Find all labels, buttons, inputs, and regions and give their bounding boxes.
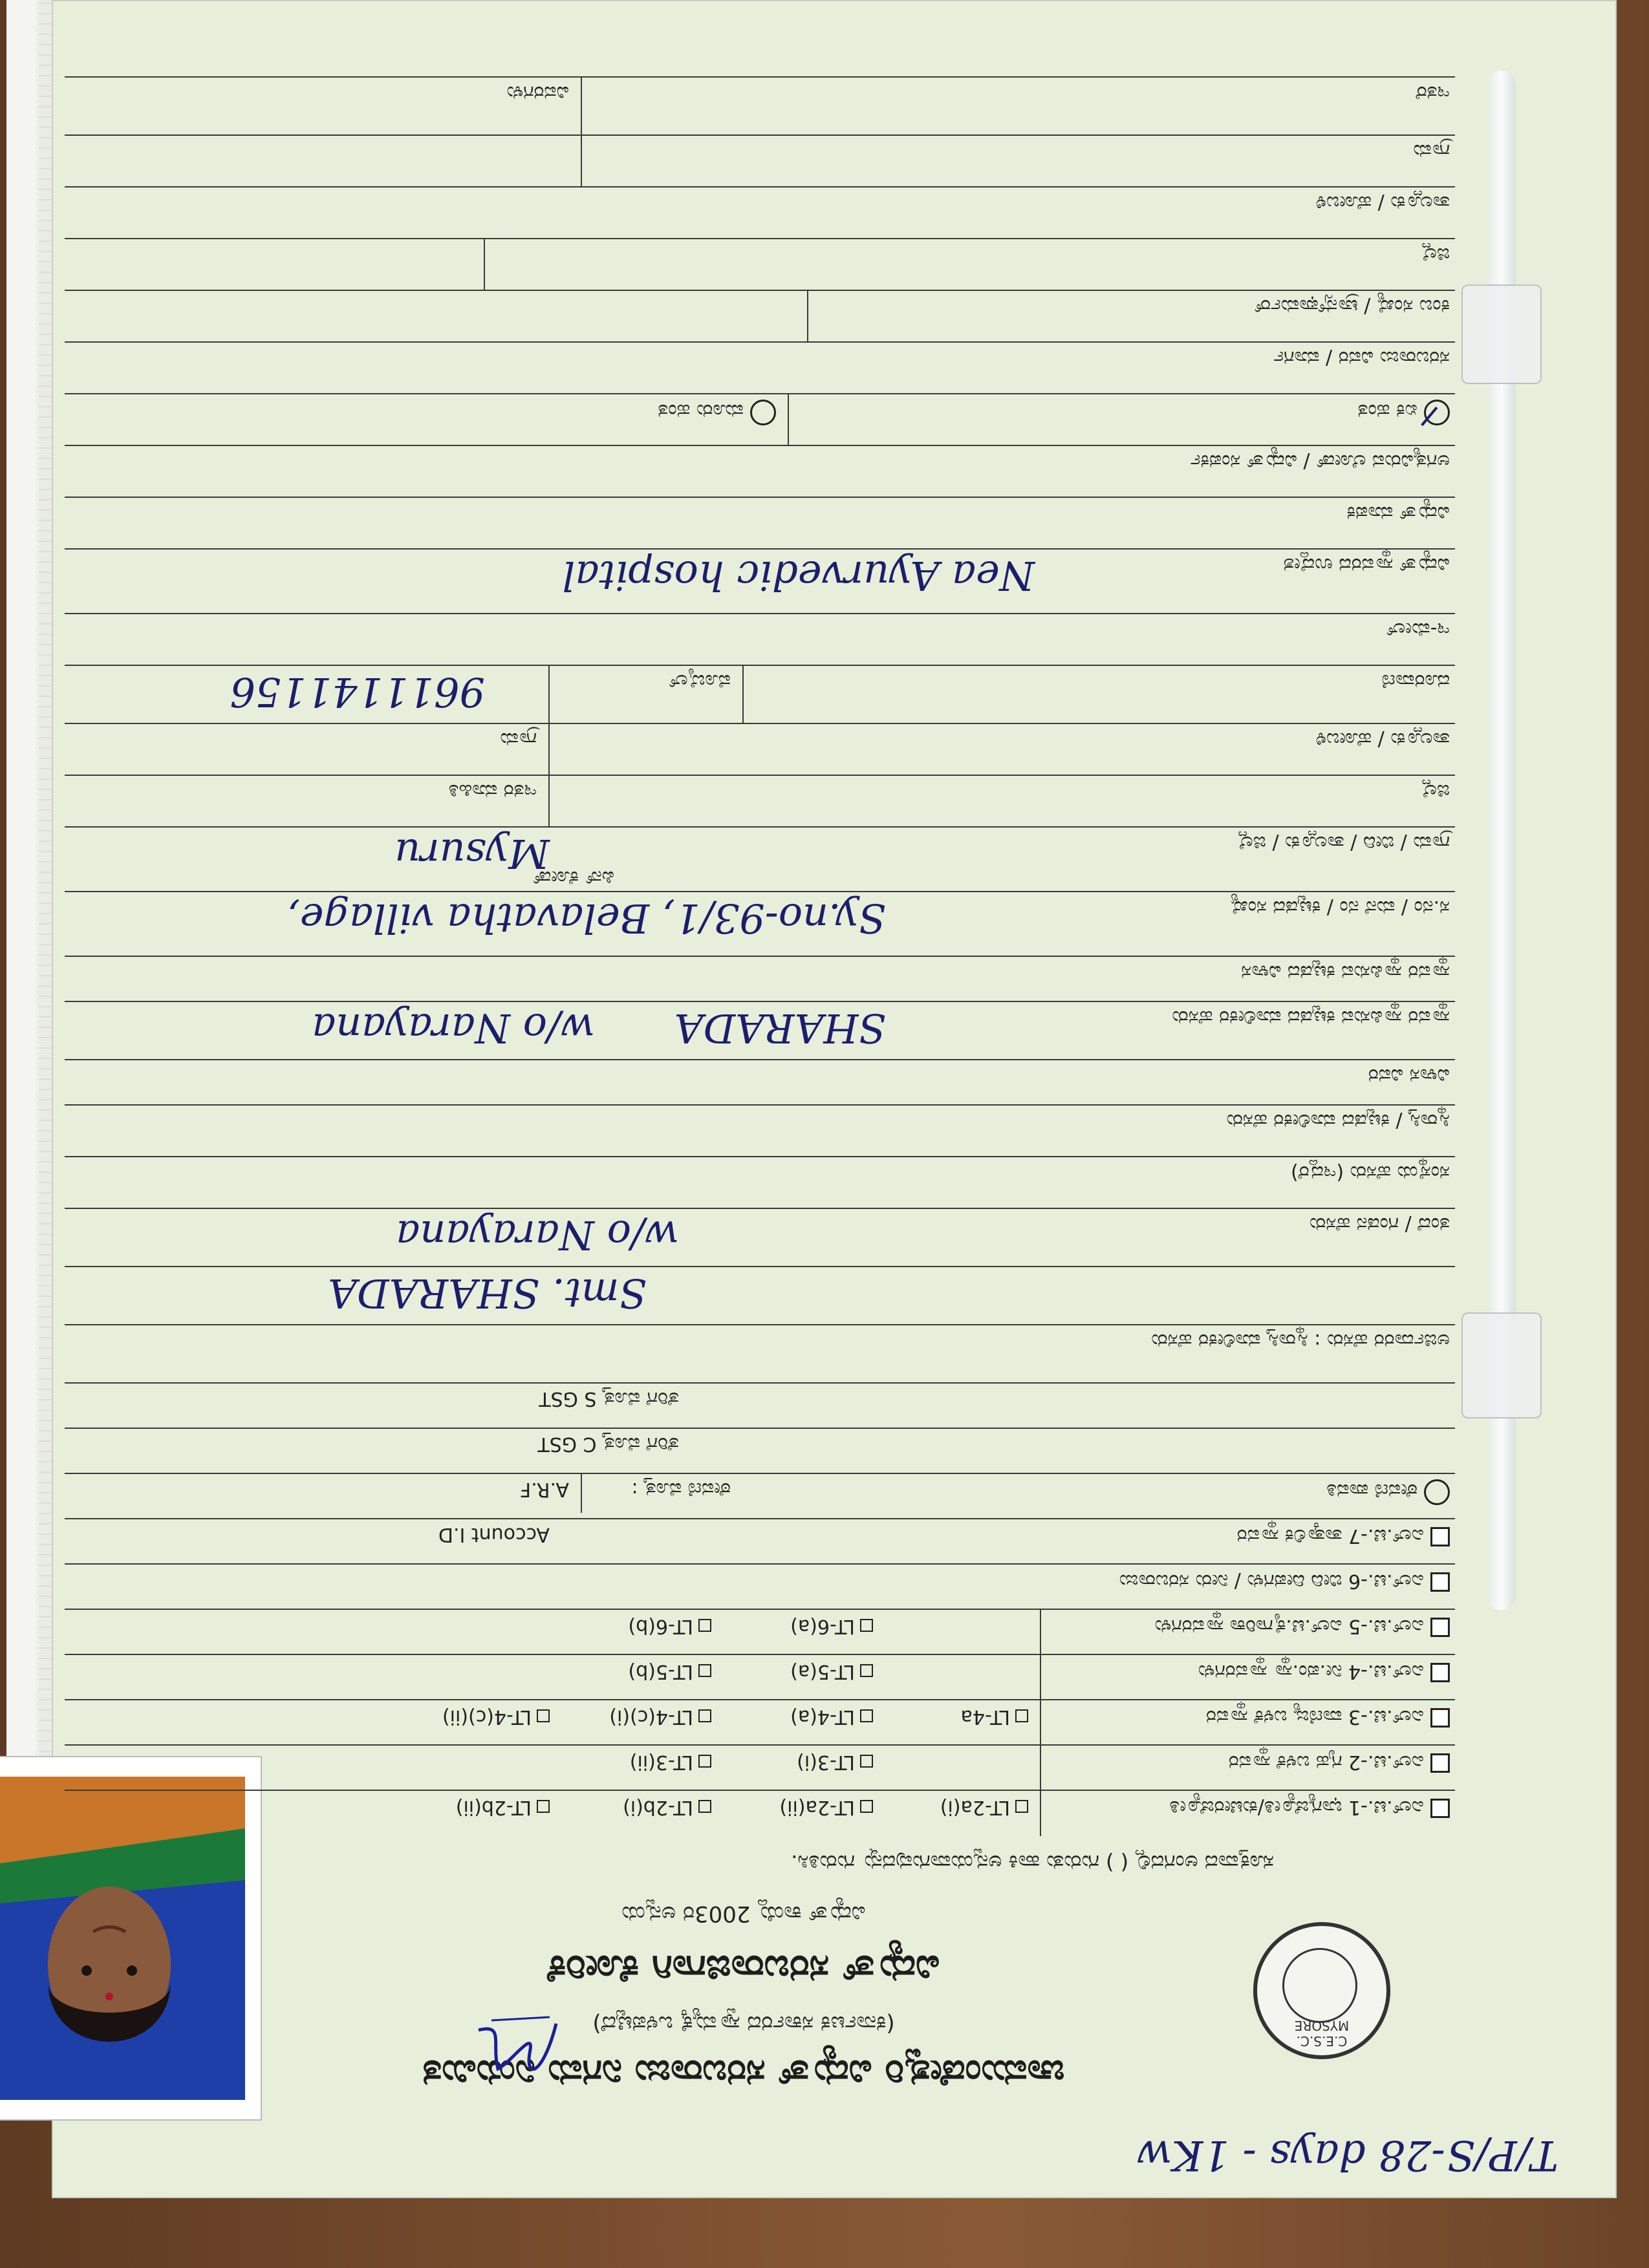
form-table xyxy=(65,0,1455,1836)
district-row xyxy=(65,775,1455,828)
applicant-name-label: ಅರ್ಜಿದಾರರ ಹೆಸರು : ಸ್ಥಿರಾಸ್ತಿ ಮಾಲೀಕರ ಹೆಸರು xyxy=(1151,1329,1450,1352)
village-row xyxy=(65,826,1455,892)
option-lt3-ii[interactable] xyxy=(630,1751,711,1773)
category-label: ಎಲ್.ಟಿ.-1 ಭಾಗ್ಯಜ್ಯೋತಿ/ಕುಟೀರಜ್ಯೋತಿ xyxy=(1169,1796,1424,1819)
single-phase-radio[interactable] xyxy=(1358,400,1450,425)
district-other-label: ಇತರ ಮಾಹಿತಿ xyxy=(448,780,537,802)
load-row xyxy=(65,445,1455,498)
sgst-label: ತೆರಿಗೆ ಮೊತ್ತ S GST xyxy=(539,1387,679,1410)
village2-label: ಗ್ರಾಮ xyxy=(1413,140,1450,162)
act-reference: ವಿದ್ಯುತ್ ಕಾಯ್ದೆ 2003ರ ಅನ್ವಯ xyxy=(621,1901,866,1927)
meter-label: ವಿದ್ಯುತ್ ಮಾಪಕ xyxy=(1346,502,1450,524)
applicant-name-field[interactable]: Smt. SHARADA xyxy=(328,1270,647,1317)
install-owner-label: ಸ್ಥಾವರ ಸ್ಥಾಪಿಸುವ ಕಟ್ಟಡದ ಮಾಲೀಕರ ಹೆಸರು xyxy=(1172,1006,1450,1029)
seal-text: C.E.S.C. MYSORE xyxy=(1294,2018,1350,2049)
option-label: LT-3(i) xyxy=(797,1751,855,1773)
category-label: ಎಲ್.ಟಿ.-6 ಬೀದಿ ದೀಪಗಳು / ನೀರು ಸರಬರಾಜು xyxy=(1119,1570,1424,1592)
email-row xyxy=(65,613,1455,666)
signature-scribble xyxy=(466,2011,569,2088)
company-title: ಚಾಮುಂಡೇಶ್ವರಿ ವಿದ್ಯುತ್ ಸರಬರಾಜು ನಿಗಮ ನಿಯಮಿತ xyxy=(422,2052,1065,2095)
applicant-name-row xyxy=(65,1266,1455,1325)
load-label: ಅಗತ್ಯವಿರುವ ಲೋಡ್ / ವಿದ್ಯುತ್ ಸಂಪರ್ಕ xyxy=(1190,450,1450,473)
purpose-row xyxy=(65,548,1455,614)
option-label: LT-4a xyxy=(960,1706,1010,1728)
option-label: LT-2b(ii) xyxy=(455,1796,532,1819)
file-clip-bottom xyxy=(1461,1312,1542,1418)
category-row xyxy=(65,1699,1455,1746)
option-label: LT-5(a) xyxy=(790,1660,855,1683)
category-label: ಎಲ್.ಟಿ.-4 ನೀ.ಪಂ.ಸ್ಥಾ ಸ್ಥಾವರಗಳು xyxy=(1198,1660,1424,1683)
category-checkbox[interactable] xyxy=(1155,1615,1450,1638)
category-row xyxy=(65,1563,1455,1610)
village-label: ಗ್ರಾಮ / ಬೀದಿ / ತಾಲ್ಲೂಕು / ಜಿಲ್ಲೆ xyxy=(1237,831,1450,854)
category-row xyxy=(65,1654,1455,1700)
option-lt5-b[interactable] xyxy=(628,1660,711,1683)
handwritten-reference: T/P/S-28 days - 1Kw xyxy=(1136,2131,1558,2179)
account-id-label: Account I.D xyxy=(438,1523,550,1546)
option-label: LT-5(b) xyxy=(628,1660,693,1683)
father-name-field[interactable]: w/o Narayana xyxy=(396,1212,679,1259)
single-phase-label: ಏಕ ಹಂತ xyxy=(1357,400,1417,422)
phase-row xyxy=(65,393,1455,446)
misc-row xyxy=(65,76,1455,136)
address-row xyxy=(65,1059,1455,1106)
mobile-row xyxy=(65,665,1455,724)
tax-row xyxy=(65,1382,1455,1429)
village2-row xyxy=(65,134,1455,187)
category-row xyxy=(65,1609,1455,1655)
option-label: LT-4(c)(ii) xyxy=(442,1706,532,1728)
supply-row xyxy=(65,341,1455,394)
deposit-radio[interactable] xyxy=(1326,1479,1450,1505)
category-checkbox[interactable] xyxy=(1237,1524,1450,1547)
supply-label: ಸರಬರಾಜು ವಿವರ / ಮಾರ್ಗ xyxy=(1273,347,1450,369)
address-label: ವಿಳಾಸ ವಿವರ xyxy=(1368,1064,1450,1087)
account-row xyxy=(65,1473,1455,1519)
mobile-label: ಮೊಬೈಲ್ xyxy=(669,670,731,692)
option-label: LT-6(a) xyxy=(790,1615,855,1638)
category-row xyxy=(65,1790,1455,1836)
option-label: LT-2b(i) xyxy=(623,1796,693,1819)
option-lt4a[interactable] xyxy=(961,1706,1028,1728)
applicant-label-row xyxy=(65,1324,1455,1384)
cgst-label: ತೆರಿಗೆ ಮೊತ್ತ C GST xyxy=(537,1433,679,1455)
taluk-row xyxy=(65,723,1455,776)
instruction-note: ಸೂಕ್ತವಾದ ಅಂಗದಲ್ಲಿ ( ) ಗುರುತು ಹಾಕಿ ಅನ್ವಯವಾಗುವುದನ್ನು ಗುರುತಿಸಿ. xyxy=(791,1850,1274,1875)
category-label: ಎಲ್.ಟಿ.-2 ಗೃಹ ಬಳಕೆ ಸ್ಥಾವರ xyxy=(1228,1751,1424,1773)
misc-label: ಇತರೆ xyxy=(1416,81,1450,104)
survey-row xyxy=(65,891,1455,957)
village-field[interactable]: Mysuru xyxy=(394,830,550,877)
arf-label: A.R.F xyxy=(519,1478,569,1501)
meter-row xyxy=(65,497,1455,550)
option-label: LT-2a(i) xyxy=(940,1796,1010,1819)
category-label: ಎಲ್.ಟಿ.-3 ವಾಣಿಜ್ಯ ಬಳಕೆ ಸ್ಥಾವರ xyxy=(1206,1706,1424,1728)
phone-label: ದೂರವಾಣಿ xyxy=(1381,670,1450,692)
option-lt2a-i[interactable] xyxy=(940,1796,1028,1819)
taluk-village-label: ಗ್ರಾಮ xyxy=(500,728,537,751)
option-lt2b-i[interactable] xyxy=(623,1796,711,1819)
install-address-label: ಸ್ಥಾವರ ಸ್ಥಾಪಿಸುವ ಕಟ್ಟಡದ ವಿಳಾಸ xyxy=(1241,961,1450,983)
option-lt6-a[interactable] xyxy=(790,1615,873,1638)
option-lt3-i[interactable] xyxy=(797,1751,873,1773)
cesc-seal xyxy=(1253,1922,1390,2059)
seal-emblem xyxy=(1282,1948,1357,2023)
option-label: LT-4(a) xyxy=(790,1706,855,1728)
category-checkbox[interactable] xyxy=(1206,1706,1450,1728)
application-form xyxy=(52,0,1617,2198)
form-title: ವಿದ್ಯುತ್ ಸರಬರಾಜಿಗಾಗಿ ಕೋರಿಕೆ xyxy=(547,1947,940,1991)
category-checkbox[interactable] xyxy=(1198,1660,1450,1683)
deposit-radio-label: ಠೇವಣಿ ಪಾವತಿ xyxy=(1326,1479,1417,1502)
survey-label: ಸ.ನಂ / ಮನೆ ನಂ / ಕಟ್ಟಡದ ಸಂಖ್ಯೆ xyxy=(1230,896,1450,919)
option-lt4c-ii[interactable] xyxy=(442,1706,550,1728)
purpose-label: ವಿದ್ಯುತ್ ಸ್ಥಾವರದ ಉದ್ದೇಶ xyxy=(1283,553,1450,576)
three-phase-label: ಮೂರು ಹಂತ xyxy=(658,400,744,422)
file-clip-top xyxy=(1461,284,1542,384)
taluk-label: ತಾಲ್ಲೂಕು / ಹೋಬಳಿ xyxy=(1315,728,1450,751)
survey-field[interactable]: Sy.no-93/1, Belavatha village, xyxy=(287,895,886,942)
category-checkbox[interactable] xyxy=(1229,1751,1450,1773)
category-row xyxy=(65,1744,1455,1791)
org-name-label: ಸಂಸ್ಥೆಯ ಹೆಸರು (ಇದ್ದರೆ) xyxy=(1290,1161,1450,1184)
misc-details-label: ವಿವರಗಳು xyxy=(506,81,569,104)
option-label: LT-6(b) xyxy=(628,1615,693,1638)
three-phase-radio[interactable] xyxy=(658,400,776,425)
purpose-field[interactable]: Nea Ayurvedic hospital xyxy=(562,552,1035,599)
option-lt2a-ii[interactable] xyxy=(779,1796,873,1819)
father-name-row xyxy=(65,1208,1455,1267)
option-lt6-b[interactable] xyxy=(628,1615,711,1638)
category-checkbox[interactable] xyxy=(1169,1796,1450,1819)
option-lt5-a[interactable] xyxy=(790,1660,873,1683)
category-label: ಎಲ್.ಟಿ.-5 ಎಲ್.ಟಿ.ಕೈಗಾರಿಕಾ ಸ್ಥಾವರಗಳು xyxy=(1154,1615,1424,1638)
category-row xyxy=(65,1518,1455,1565)
option-label: LT-3(ii) xyxy=(629,1751,693,1773)
category-checkbox[interactable] xyxy=(1119,1570,1450,1592)
install-address-row xyxy=(65,956,1455,1002)
org-row xyxy=(65,1156,1455,1209)
option-label: LT-2a(ii) xyxy=(779,1796,855,1819)
install-owner-row xyxy=(65,1001,1455,1060)
taluk2-label: ತಾಲ್ಲೂಕು / ಹೋಬಳಿ xyxy=(1315,191,1450,214)
arf-amount-label: ಠೇವಣಿ ಮೊತ್ತ : xyxy=(631,1478,731,1501)
father-name-label: ತಂದೆ / ಗಂಡನ ಹೆಸರು xyxy=(1309,1213,1450,1236)
district-label: ಜಿಲ್ಲೆ xyxy=(1421,780,1450,802)
company-subtitle: (ಕರ್ನಾಟಕ ಸರ್ಕಾರದ ಸ್ವಾಮ್ಯಕ್ಕೆ ಒಳಪಟ್ಟಿದೆ) xyxy=(592,2011,895,2037)
owner-name-label: ಸ್ಥಿರಾಸ್ತಿ / ಕಟ್ಟಡದ ಮಾಲೀಕರ ಹೆಸರು xyxy=(1226,1109,1450,1132)
email-label: ಇ-ಮೇಲ್ xyxy=(1386,618,1450,641)
install-owner-field[interactable]: SHARADA xyxy=(674,1005,886,1052)
pole-row xyxy=(65,290,1455,343)
pin-label: ಪಿನ್ ಕೋಡ್ xyxy=(532,866,614,889)
option-lt4-a[interactable] xyxy=(790,1706,873,1728)
tax-row xyxy=(65,1428,1455,1474)
application-form-rotated xyxy=(52,0,1617,2198)
mobile-field[interactable]: 9611141156 xyxy=(230,669,485,716)
category-label: ಎಲ್.ಟಿ.-7 ತಾತ್ಕಾಲಿಕ ಸ್ಥಾವರ xyxy=(1236,1524,1424,1547)
option-lt2b-ii[interactable] xyxy=(456,1796,550,1819)
pole-label: ಕಂಬ ಸಂಖ್ಯೆ / ಟ್ರಾನ್ಸ್‌ಫಾರ್ಮರ್ xyxy=(1254,295,1450,317)
owner-row xyxy=(65,1104,1455,1157)
option-label: LT-4(c)(i) xyxy=(609,1706,693,1728)
option-lt4c-i[interactable] xyxy=(609,1706,711,1728)
district2-row xyxy=(65,238,1455,291)
district2-label: ಜಿಲ್ಲೆ xyxy=(1421,243,1450,266)
taluk2-row xyxy=(65,186,1455,239)
install-owner-suffix[interactable]: w/o Narayana xyxy=(312,1005,595,1052)
